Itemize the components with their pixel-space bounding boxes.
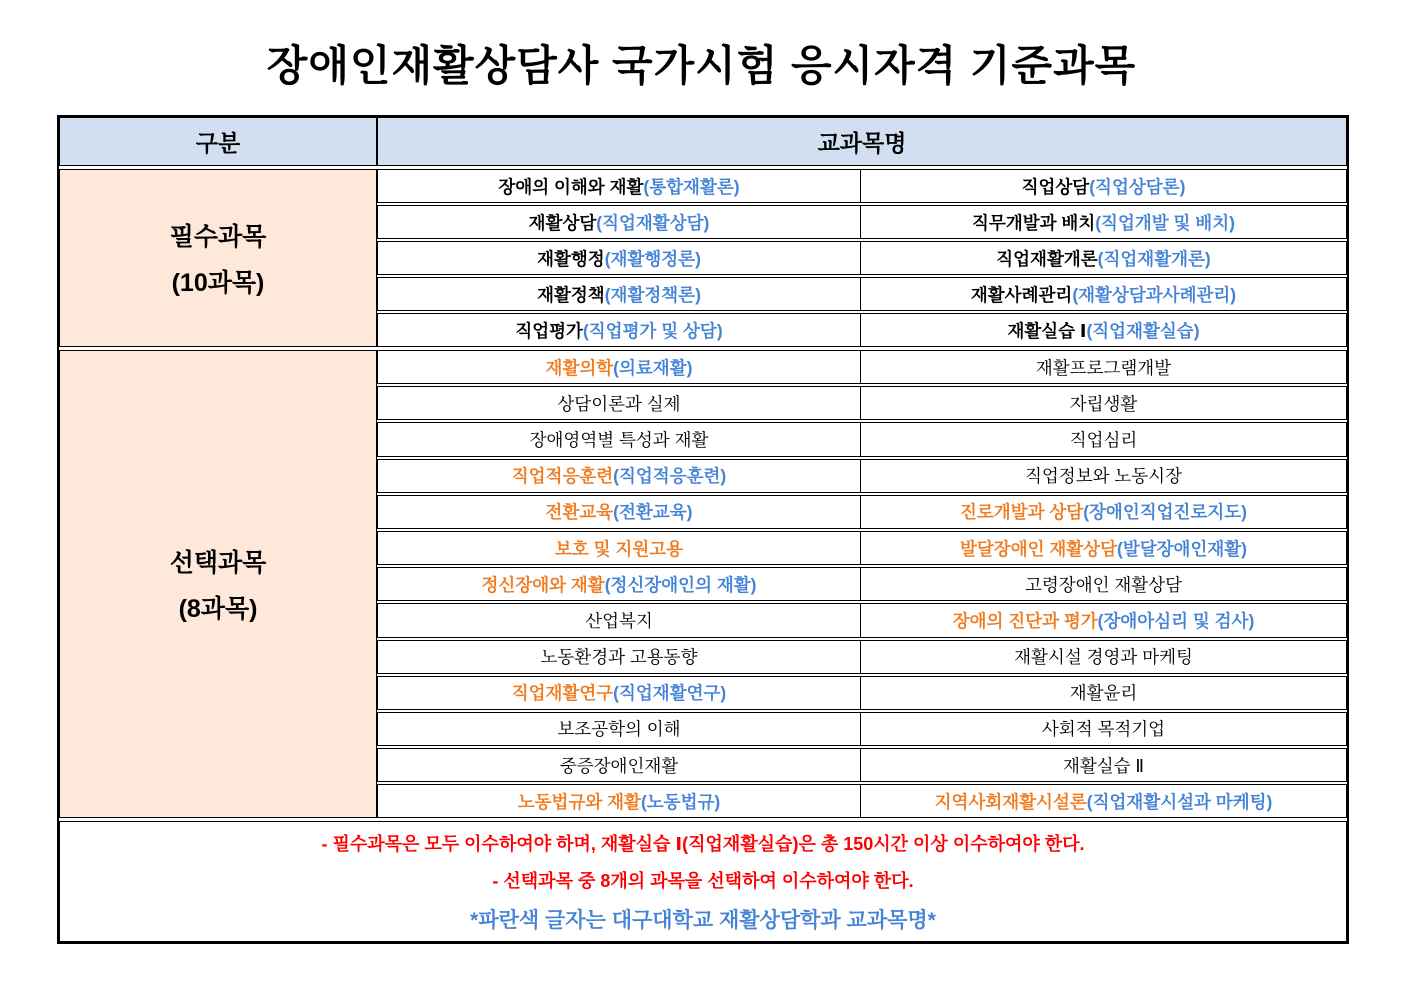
subject-cell	[861, 314, 1346, 346]
table-row	[377, 350, 1347, 384]
subject-cell	[378, 423, 861, 455]
table-row	[377, 241, 1347, 275]
subject-main-text: 정신장애와 재활	[481, 574, 605, 595]
subject-main-text: 진로개발과 상담	[959, 502, 1084, 523]
subject-cell	[378, 749, 861, 781]
section-required-rows	[377, 169, 1347, 347]
table-row	[377, 313, 1347, 347]
header-cell-subjects: 교과목명	[377, 117, 1347, 166]
section-sublabel: (10과목)	[171, 269, 265, 297]
subject-paren-text: (직업적응훈련)	[613, 466, 727, 487]
subject-cell	[861, 604, 1346, 636]
subject-main-text: 재활윤리	[1069, 683, 1138, 704]
subject-cell	[378, 351, 861, 383]
subject-cell	[378, 496, 861, 528]
header-cell-category: 구분	[59, 117, 377, 166]
subject-cell	[378, 785, 861, 817]
subject-cell	[378, 278, 861, 310]
subject-paren-text: (직업재활개론)	[1097, 248, 1211, 269]
table-row	[377, 531, 1347, 565]
note-line: - 필수과목은 모두 이수하여야 하며, 재활실습 Ⅰ(직업재활실습)은 총 150시간 이상 이수하여야 한다.	[321, 833, 1085, 854]
subject-main-text: 직업정보와 노동시장	[1024, 466, 1182, 487]
subject-main-text: 장애영역별 특성과 재활	[529, 429, 709, 450]
subject-main-text: 상담이론과 실제	[557, 393, 681, 414]
subject-main-text: 장애의 이해와 재활	[498, 176, 644, 197]
subject-paren-text: (의료재활)	[613, 357, 693, 378]
subject-cell	[378, 677, 861, 709]
subject-main-text: 재활시설 경영과 마케팅	[1014, 647, 1193, 668]
subject-cell	[861, 351, 1346, 383]
subject-main-text: 보조공학의 이해	[557, 719, 681, 740]
subject-cell	[378, 641, 861, 673]
subject-cell	[861, 713, 1346, 745]
table-row	[377, 712, 1347, 746]
subject-main-text: 재활사례관리	[970, 284, 1073, 305]
subject-cell	[378, 532, 861, 564]
subject-cell	[861, 532, 1346, 564]
table-row	[377, 567, 1347, 601]
subject-main-text: 직업재활개론	[996, 248, 1098, 269]
subject-cell	[378, 604, 861, 636]
subject-cell	[378, 387, 861, 419]
subject-paren-text: (전환교육)	[613, 502, 693, 523]
subject-cell	[861, 785, 1346, 817]
subject-cell	[378, 568, 861, 600]
subject-main-text: 사회적 목적기업	[1041, 719, 1166, 740]
page-title: 장애인재활상담사 국가시험 응시자격 기준과목	[266, 42, 1137, 89]
table-row	[377, 459, 1347, 493]
subject-cell	[861, 206, 1346, 238]
section-sublabel: (8과목)	[178, 595, 258, 624]
subject-main-text: 고령장애인 재활상담	[1024, 574, 1182, 595]
table-row	[377, 277, 1347, 311]
subject-paren-text: (직업재활실습)	[1086, 320, 1200, 341]
subject-cell	[378, 170, 861, 202]
subject-main-text: 직업상담	[1021, 176, 1090, 197]
subject-paren-text: (노동법규)	[640, 791, 721, 812]
subject-main-text: 전환교육	[545, 502, 614, 523]
subject-main-text: 직업적응훈련	[511, 466, 614, 487]
subject-paren-text: (재활행정론)	[604, 248, 701, 269]
subject-paren-text: (직업재활시설과 마케팅)	[1086, 791, 1273, 812]
subject-main-text: 재활실습 Ⅱ	[1062, 755, 1145, 776]
subject-cell	[861, 677, 1346, 709]
subject-main-text: 직무개발과 배치	[972, 212, 1096, 233]
subject-main-text: 직업재활연구	[511, 683, 614, 704]
subject-paren-text: (직업상담론)	[1089, 176, 1186, 197]
subject-main-text: 재활행정	[537, 248, 605, 269]
subject-main-text: 자립생활	[1069, 393, 1138, 414]
subject-paren-text: (재활상담과사례관리)	[1072, 284, 1237, 305]
subject-cell	[861, 568, 1346, 600]
subject-main-text: 직업평가	[515, 320, 583, 341]
subject-cell	[378, 314, 861, 346]
subject-main-text: 재활상담	[528, 212, 597, 233]
subject-cell	[861, 423, 1346, 455]
subject-cell	[861, 460, 1346, 492]
subject-main-text: 장애의 진단과 평가	[952, 610, 1098, 631]
subject-main-text: 재활프로그램개발	[1035, 357, 1172, 378]
subject-paren-text: (정신장애인의 재활)	[604, 574, 757, 595]
table-row	[377, 784, 1347, 818]
subject-main-text: 직업심리	[1069, 429, 1138, 450]
table-row	[377, 386, 1347, 420]
note-line: *파란색 글자는 대구대학교 재활상담학과 교과목명*	[470, 908, 936, 932]
subject-cell	[378, 713, 861, 745]
subject-main-text: 보호 및 지원고용	[554, 538, 684, 559]
subject-cell	[861, 749, 1346, 781]
table-row	[377, 676, 1347, 710]
subject-paren-text: (직업개발 및 배치)	[1095, 212, 1235, 233]
note-line: - 선택과목 중 8개의 과목을 선택하여 이수하여야 한다.	[492, 870, 914, 891]
header-row	[59, 117, 1347, 166]
section-elective-label	[59, 350, 377, 818]
subject-paren-text: (장애인직업진로지도)	[1083, 502, 1247, 523]
subject-main-text: 재활의학	[545, 357, 614, 378]
table-row	[377, 205, 1347, 239]
table-row	[377, 603, 1347, 637]
subject-main-text: 재활정책	[537, 284, 605, 305]
subject-paren-text: (직업평가 및 상담)	[582, 320, 723, 341]
subjects-table	[57, 115, 1349, 944]
subject-paren-text: (직업재활연구)	[613, 683, 727, 704]
subject-main-text: 산업복지	[585, 610, 653, 631]
subject-main-text: 발달장애인 재활상담	[959, 538, 1117, 559]
subject-paren-text: (통합재활론)	[643, 176, 740, 197]
section-required	[59, 169, 1347, 347]
subject-main-text: 재활실습 Ⅰ	[1007, 320, 1087, 341]
subject-paren-text: (발달장애인재활)	[1117, 538, 1247, 559]
subject-cell	[861, 170, 1346, 202]
subject-paren-text: (직업재활상담)	[596, 212, 710, 233]
section-elective-rows	[377, 350, 1347, 818]
notes-box	[59, 821, 1347, 942]
subject-main-text: 지역사회재활시설론	[934, 791, 1087, 812]
subject-cell	[378, 206, 861, 238]
table-row	[377, 422, 1347, 456]
subject-cell	[861, 387, 1346, 419]
subject-main-text: 노동환경과 고용동향	[540, 647, 698, 668]
section-required-label	[59, 169, 377, 347]
subject-cell	[861, 496, 1346, 528]
subject-main-text: 노동법규와 재활	[517, 791, 641, 812]
section-label: 선택과목	[169, 549, 267, 578]
table-row	[377, 495, 1347, 529]
section-label: 필수과목	[169, 223, 267, 251]
subject-cell	[378, 242, 861, 274]
table-row	[377, 748, 1347, 782]
table-row	[377, 640, 1347, 674]
subject-cell	[861, 242, 1346, 274]
subject-paren-text: (장애아심리 및 검사)	[1097, 610, 1255, 631]
section-elective	[59, 350, 1347, 818]
subject-paren-text: (재활정책론)	[604, 284, 701, 305]
subject-main-text: 중증장애인재활	[559, 755, 679, 776]
table-row	[377, 169, 1347, 203]
subject-cell	[861, 641, 1346, 673]
subject-cell	[378, 460, 861, 492]
subject-cell	[861, 278, 1346, 310]
